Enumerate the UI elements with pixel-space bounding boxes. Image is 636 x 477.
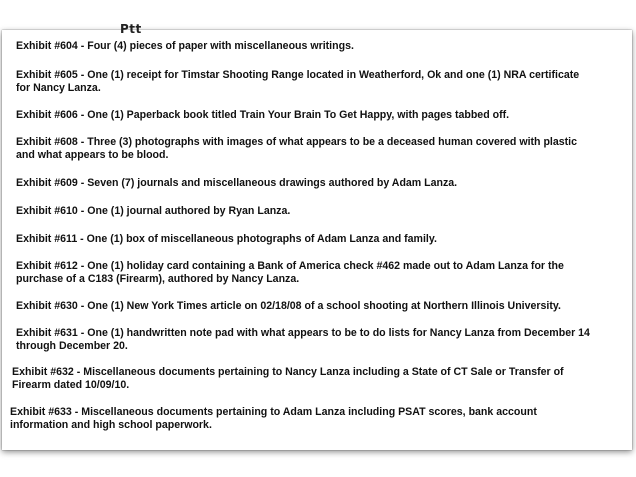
exhibit-line: Exhibit #610 - One (1) journal authored by Ryan Lanza. bbox=[16, 205, 291, 217]
exhibit-612 bbox=[16, 260, 564, 286]
cut-off-header-text: Ptt bbox=[120, 22, 142, 36]
exhibit-line-continued: information and high school paperwork. bbox=[10, 419, 212, 432]
exhibit-610 bbox=[16, 205, 290, 218]
exhibit-605 bbox=[16, 69, 579, 95]
exhibit-line: Exhibit #633 - Miscellaneous documents pertaining to Adam Lanza including PSAT scores, bank account bbox=[10, 406, 537, 418]
exhibit-line: Exhibit #609 - Seven (7) journals and miscellaneous drawings authored by Adam Lanza. bbox=[16, 177, 458, 189]
exhibit-line-continued: through December 20. bbox=[16, 340, 128, 353]
exhibit-632 bbox=[12, 366, 564, 392]
exhibit-line-continued: purchase of a C183 (Firearm), authored by Nancy Lanza. bbox=[16, 273, 300, 286]
exhibit-633 bbox=[10, 406, 537, 432]
exhibit-line-continued: Firearm dated 10/09/10. bbox=[12, 379, 130, 392]
exhibit-608 bbox=[16, 136, 577, 162]
evidence-document-page bbox=[2, 22, 632, 450]
exhibit-609 bbox=[16, 177, 457, 190]
exhibit-line: Exhibit #604 - Four (4) pieces of paper with miscellaneous writings. bbox=[16, 40, 354, 52]
exhibit-line-continued: and what appears to be blood. bbox=[16, 149, 169, 162]
exhibit-line-continued: for Nancy Lanza. bbox=[16, 82, 101, 95]
exhibit-631 bbox=[16, 327, 590, 353]
exhibit-611 bbox=[16, 233, 437, 246]
exhibit-line: Exhibit #611 - One (1) box of miscellaneous photographs of Adam Lanza and family. bbox=[16, 233, 437, 245]
exhibit-line: Exhibit #605 - One (1) receipt for Timstar Shooting Range located in Weatherford, Ok and one (1) NRA certificate bbox=[16, 69, 580, 81]
exhibit-606 bbox=[16, 109, 509, 122]
exhibit-line: Exhibit #630 - One (1) New York Times article on 02/18/08 of a school shooting at Northern Illinois University. bbox=[16, 300, 561, 312]
exhibit-line: Exhibit #632 - Miscellaneous documents pertaining to Nancy Lanza including a State of CT Sale or Transfer of bbox=[12, 366, 564, 378]
exhibit-line: Exhibit #606 - One (1) Paperback book titled Train Your Brain To Get Happy, with pages tabbed off. bbox=[16, 109, 510, 121]
exhibit-630 bbox=[16, 300, 561, 313]
exhibit-604 bbox=[16, 40, 354, 53]
exhibit-line: Exhibit #608 - Three (3) photographs with images of what appears to be a deceased human covered with plastic bbox=[16, 136, 578, 148]
exhibit-line: Exhibit #612 - One (1) holiday card containing a Bank of America check #462 made out to Adam Lanza for the bbox=[16, 260, 564, 272]
exhibit-line: Exhibit #631 - One (1) handwritten note pad with what appears to be to do lists for Nancy Lanza from December 14 bbox=[16, 327, 590, 339]
